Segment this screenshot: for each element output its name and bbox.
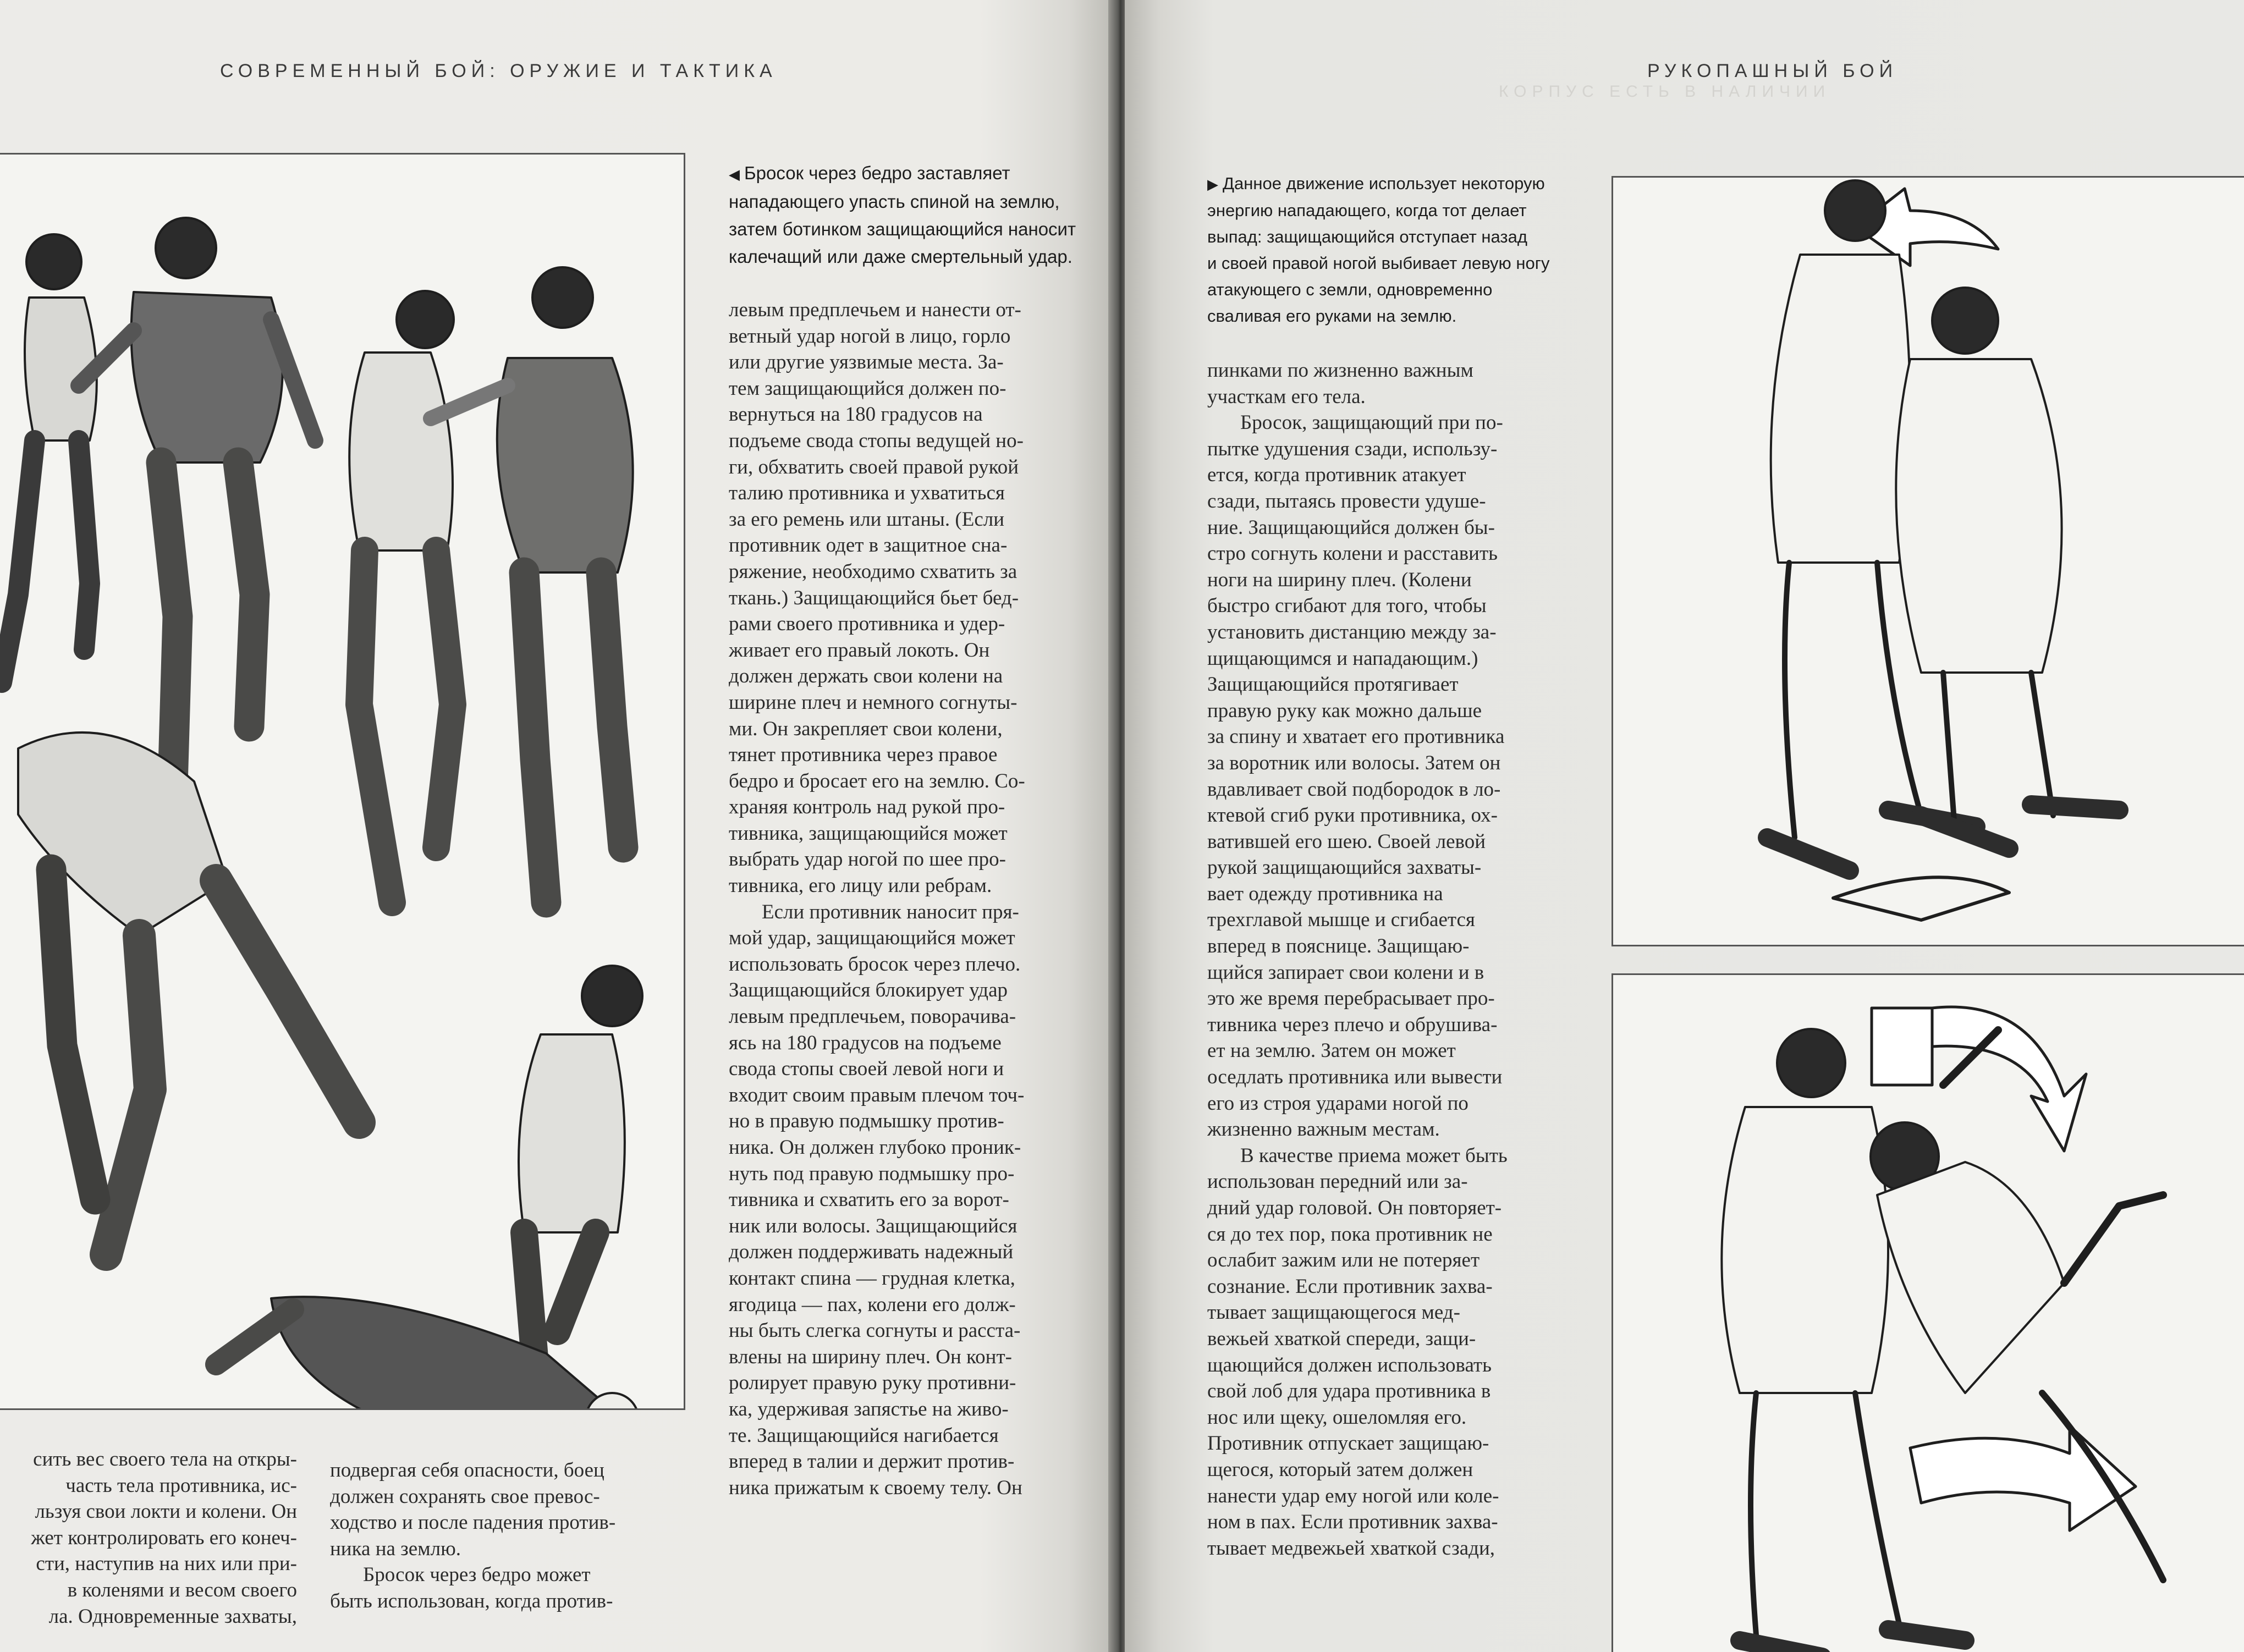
text-line: вдавливает свой подбородок в ло- xyxy=(1207,778,1501,801)
text-line: ном в пах. Если противник захва- xyxy=(1207,1511,1498,1534)
text-line: трехглавой мышце и сгибается xyxy=(1207,908,1475,932)
text-line: использовать бросок через плечо. xyxy=(729,952,1021,976)
running-head-right: РУКОПАШНЫЙ БОЙ xyxy=(1647,60,1898,81)
text-line: нос или щеку, ошеломляя его. xyxy=(1207,1406,1467,1429)
text-line: рукой защищающийся захваты- xyxy=(1207,856,1482,879)
text-line: ткань.) Защищающийся бьет бед- xyxy=(729,586,1019,609)
text-line: вперед в талии и держит против- xyxy=(729,1450,1015,1473)
text-line: тивника через плечо и обрушива- xyxy=(1207,1013,1498,1036)
text-line: подъеме свода стопы ведущей но- xyxy=(729,429,1024,452)
left-bottom-col2 xyxy=(330,1457,693,1652)
figure-pair-approach xyxy=(2,218,315,803)
text-line: ние. Защищающийся должен бы- xyxy=(1207,516,1495,539)
right-body-column xyxy=(1207,357,1595,1652)
caption-marker-icon: ▶ xyxy=(1207,176,1218,192)
text-line: выбрать удар ногой по шее про- xyxy=(729,848,1006,871)
text-line: быстро сгибают для того, чтобы xyxy=(1207,594,1487,618)
text-line: за его ремень или штаны. (Если xyxy=(729,508,1005,531)
text-line: те. Защищающийся нагибается xyxy=(729,1424,999,1447)
text-line: левым предплечьем, поворачива- xyxy=(729,1005,1016,1028)
text-line: но в правую подмышку против- xyxy=(729,1110,1004,1133)
text-line: участкам его тела. xyxy=(1207,385,1366,408)
text-line: ватившей его шею. Своей левой xyxy=(1207,830,1486,853)
text-line: тывает защищающегося мед- xyxy=(1207,1301,1460,1324)
text-line: сзади, пытаясь провести удуше- xyxy=(1207,489,1486,513)
text-line: ся до тех пор, пока противник не xyxy=(1207,1223,1493,1246)
text-line: вернуться на 180 градусов на xyxy=(729,403,983,426)
attacker-thrown-figure xyxy=(1871,1030,2163,1580)
text-line: сознание. Если противник захва- xyxy=(1207,1275,1493,1298)
text-line: мой удар, защищающийся может xyxy=(729,927,1015,950)
caption-line: сваливая его руками на землю. xyxy=(1207,306,1457,326)
text-line: правую руку как можно дальше xyxy=(1207,699,1482,722)
right-page xyxy=(1125,0,2244,1652)
text-line: тивника и схватить его за ворот- xyxy=(729,1188,1009,1212)
figure-finishing-strike xyxy=(216,966,642,1408)
caption-line: Бросок через бедро заставляет xyxy=(744,163,1010,183)
text-line: ноги на ширину плеч. (Колени xyxy=(1207,568,1472,591)
text-line: ги, обхватить своей правой рукой xyxy=(729,455,1019,478)
text-line: ми. Он закрепляет свои колени, xyxy=(729,717,1003,740)
text-line: бедро и бросает его на землю. Со- xyxy=(729,769,1025,792)
text-line: свой лоб для удара противника в xyxy=(1207,1380,1491,1403)
text-line: щийся запирает свои колени и в xyxy=(1207,961,1484,984)
left-bottom-col1 xyxy=(0,1446,297,1652)
text-line: это же время перебрасывает про- xyxy=(1207,987,1495,1010)
text-line: ослабит зажим или не потеряет xyxy=(1207,1249,1480,1272)
text-line: тянет противника через правое xyxy=(729,744,998,767)
text-line: влены на ширину плеч. Он конт- xyxy=(729,1345,1012,1368)
text-line: ется, когда противник атакует xyxy=(1207,464,1466,487)
text-line: пытке удушения сзади, использу- xyxy=(1207,437,1498,460)
text-line: тем защищающийся должен по- xyxy=(729,377,1007,400)
caption-line: нападающего упасть спиной на землю, xyxy=(729,191,1060,212)
caption-line: энергию нападающего, когда тот делает xyxy=(1207,201,1527,220)
text-line: ролирует правую руку противни- xyxy=(729,1372,1016,1395)
text-line: ника прижатым к своему телу. Он xyxy=(729,1476,1022,1499)
text-line: рами своего противника и удер- xyxy=(729,613,1005,636)
text-line: левым предплечьем и нанести от- xyxy=(729,299,1021,321)
text-line: жизненно важным местам. xyxy=(1207,1118,1440,1141)
text-line: ник или волосы. Защищающийся xyxy=(729,1214,1018,1237)
text-line: свода стопы своей левой ноги и xyxy=(729,1058,1004,1081)
text-line: должен держать свои колени на xyxy=(729,665,1003,688)
text-line: вперед в пояснице. Защищаю- xyxy=(1207,935,1470,958)
text-line: должен поддерживать надежный xyxy=(729,1241,1014,1264)
text-line: щегося, который затем должен xyxy=(1207,1458,1473,1481)
text-line: тивника, защищающийся может xyxy=(729,822,1008,845)
text-line: ширине плеч и немного согнуты- xyxy=(729,691,1018,714)
text-line: ны быть слегка согнуты и расста- xyxy=(729,1319,1021,1342)
text-line: использован передний или за- xyxy=(1207,1170,1468,1193)
caption-line: и своей правой ногой выбивает левую ногу xyxy=(1207,254,1550,273)
text-line: тивника, его лицу или ребрам. xyxy=(729,874,992,897)
text-line: ла. Одновременные захваты, xyxy=(48,1605,297,1628)
defender-throwing-figure xyxy=(1722,1029,1965,1652)
caption-line: атакующего с земли, одновременно xyxy=(1207,280,1493,299)
text-line: Защищающийся протягивает xyxy=(1207,673,1459,696)
shoulder-throw-illustration xyxy=(1612,973,2244,1652)
text-line: нанести удар ему ногой или коле- xyxy=(1207,1484,1499,1507)
text-line: ника. Он должен глубоко проник- xyxy=(729,1136,1021,1159)
text-line: ка, удерживая запястье на живо- xyxy=(729,1397,1009,1420)
caption-left xyxy=(729,159,1092,271)
caption-line: затем ботинком защищающийся наносит xyxy=(729,219,1076,239)
text-line: храняя контроль над рукой про- xyxy=(729,796,1005,819)
text-line: Если противник наносит пря- xyxy=(762,900,1019,923)
text-line: или другие уязвимые места. За- xyxy=(729,351,1004,374)
text-line: жет контролировать его конеч- xyxy=(31,1526,297,1549)
text-line: часть тела противника, ис- xyxy=(65,1474,297,1497)
text-line: ягодица — пах, колени его долж- xyxy=(729,1293,1016,1316)
text-line: ктевой сгиб руки противника, ох- xyxy=(1207,804,1498,827)
text-line: Защищающийся блокирует удар xyxy=(729,979,1008,1002)
shoulder-throw-drawing xyxy=(1613,975,2244,1652)
text-line: ясь на 180 градусов на подъеме xyxy=(729,1031,1002,1054)
text-line: щищающимся и нападающим.) xyxy=(1207,647,1478,670)
text-line: пинками по жизненно важным xyxy=(1207,359,1473,382)
text-line: вает одежду противника на xyxy=(1207,882,1443,905)
show-through-text: КОРПУС ЕСТЬ В НАЛИЧИИ xyxy=(1499,82,1831,101)
hip-throw-illustration xyxy=(0,153,685,1410)
text-line: противник одет в защитное сна- xyxy=(729,534,1008,557)
text-line: Противник отпускает защищаю- xyxy=(1207,1432,1489,1455)
caption-line: выпад: защищающийся отступает назад xyxy=(1207,227,1527,246)
text-line: Бросок, защищающий при по- xyxy=(1240,411,1503,434)
text-line: ника на землю. xyxy=(330,1537,461,1560)
figure-pair-grab xyxy=(349,267,632,902)
text-line: ветный удар ногой в лицо, горло xyxy=(729,324,1011,348)
caption-line: Данное движение использует некоторую xyxy=(1223,174,1545,193)
left-body-column xyxy=(729,297,1092,1652)
hip-throw-drawing xyxy=(0,155,684,1408)
text-line: стро согнуть колени и расставить xyxy=(1207,542,1498,565)
running-head-left: СОВРЕМЕННЫЙ БОЙ: ОРУЖИЕ И ТАКТИКА xyxy=(220,60,777,81)
text-line: льзуя свои локти и колени. Он xyxy=(35,1500,297,1523)
text-line: входит своим правым плечом точ- xyxy=(729,1083,1025,1106)
text-line: в коленями и весом своего xyxy=(67,1578,297,1601)
text-line: ряжение, необходимо схватить за xyxy=(729,560,1018,583)
caption-marker-icon: ◀ xyxy=(729,166,740,183)
text-line: талию противника и ухватиться xyxy=(729,482,1005,505)
text-line: за спину и хватает его противника xyxy=(1207,725,1505,748)
text-line: нуть под правую подмышку про- xyxy=(729,1162,1015,1185)
text-line: тывает медвежьей хваткой сзади, xyxy=(1207,1537,1495,1560)
text-line: Бросок через бедро может xyxy=(363,1563,591,1587)
text-line: оседлать противника или вывести xyxy=(1207,1066,1503,1089)
text-line: щающийся должен использовать xyxy=(1207,1353,1492,1376)
text-line: быть использован, когда против- xyxy=(330,1589,613,1612)
text-line: В качестве приема может быть xyxy=(1240,1144,1508,1167)
caption-right xyxy=(1207,170,1603,329)
text-line: ет на землю. Затем он может xyxy=(1207,1039,1456,1062)
leg-sweep-illustration xyxy=(1612,176,2244,946)
text-line: сти, наступив на них или при- xyxy=(36,1552,297,1576)
text-line: живает его правый локоть. Он xyxy=(729,638,990,662)
leg-sweep-drawing xyxy=(1613,178,2244,945)
text-line: сить вес своего тела на откры- xyxy=(33,1448,297,1471)
text-line: установить дистанцию между за- xyxy=(1207,620,1497,643)
text-line: вежьей хваткой спереди, защи- xyxy=(1207,1327,1476,1350)
text-line: должен сохранять свое превос- xyxy=(330,1485,600,1508)
text-line: контакт спина — грудная клетка, xyxy=(729,1266,1015,1290)
text-line: ходство и после падения против- xyxy=(330,1511,616,1534)
text-line: его из строя ударами ногой по xyxy=(1207,1092,1469,1115)
text-line: за воротник или волосы. Затем он xyxy=(1207,751,1501,774)
caption-line: калечащий или даже смертельный удар. xyxy=(729,246,1072,267)
text-line: дний удар головой. Он повторяет- xyxy=(1207,1197,1502,1219)
text-line: подвергая себя опасности, боец xyxy=(330,1459,604,1482)
figure-pair-throw xyxy=(18,733,359,1254)
left-page xyxy=(0,0,1114,1652)
